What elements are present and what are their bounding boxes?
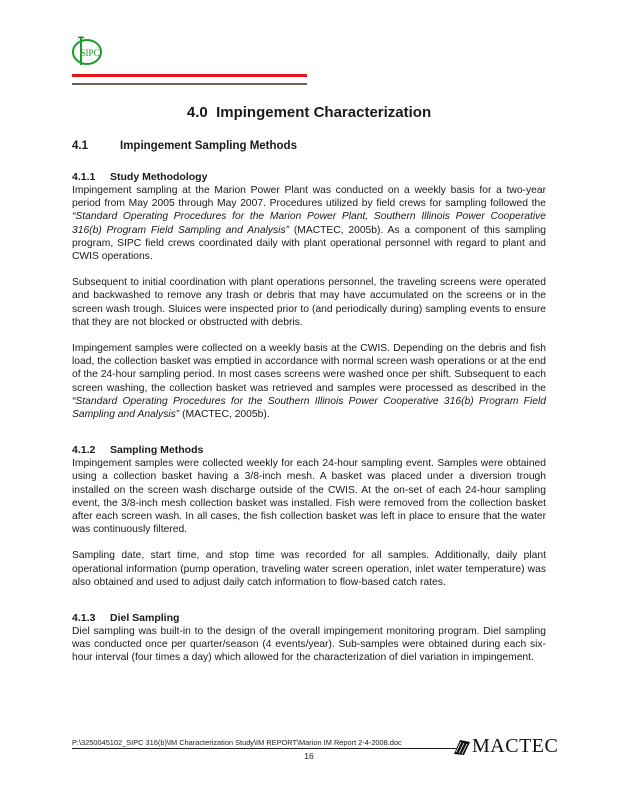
subsection-title: Study Methodology xyxy=(110,171,208,183)
subsection-heading-4-1-1 xyxy=(72,171,546,184)
section-title: Impingement Sampling Methods xyxy=(120,140,297,152)
chapter-title xyxy=(72,104,546,122)
subsection-title: Diel Sampling xyxy=(110,612,180,625)
section-heading-4-1 xyxy=(72,139,546,153)
subsection-number: 4.1.1 xyxy=(72,171,96,183)
file-path: P:\3250045102_SIPC 316(b)\IM Characterization Study\IM REPORT\Marion IM Report 2-4-2008.doc xyxy=(72,738,402,747)
mactec-wordmark: MACTEC xyxy=(472,735,559,757)
chapter-title-text: Impingement Characterization xyxy=(216,104,432,121)
paragraph: Sampling date, start time, and stop time was recorded for all samples. Additionally, daily plant operational information (pump operation, traveling water screen operation, inlet water temperature) was also obtained and used to adjust daily catch information to flow-based catch rates. xyxy=(72,550,546,588)
page-number: 16 xyxy=(304,751,314,761)
document-body xyxy=(72,104,546,665)
paragraph: Impingement samples were collected on a weekly basis at the CWIS. Depending on the debris and fish load, the collection basket was emptied in accordance with normal screen wash operations or at the end of the 24-hour sampling period. In most cases screens were washed once per shift. Subsequent to each screen washing, the collection basket was retrieved and samples were processed as described in the “Standard Operating Procedures for the Southern Illinois Power Cooperative 316(b) Program Field Sampling and Analysis” (MACTEC, 2005b). xyxy=(72,343,546,421)
chapter-number: 4.0 xyxy=(186,104,208,121)
subsection-title: Sampling Methods xyxy=(110,444,204,457)
subsection-heading-4-1-3 xyxy=(72,612,546,625)
subsection-number: 4.1.3 xyxy=(72,612,96,625)
paragraph: Impingement samples were collected weekly for each 24-hour sampling event. Samples were obtained using a collection basket having a 3/8-inch mesh. A basket was placed under a diversion trough installed on the screen wash discharge outside of the CWIS. At the on-set of each 24-hour sampling event, the 3/8-inch mesh collection basket was installed. Fish were removed from the collection basket after each screen wash. In all cases, the fish collection basket was left in place to ensure that the water was continuously filtered. xyxy=(72,458,546,536)
mactec-book-icon xyxy=(452,738,472,756)
mactec-logo xyxy=(452,735,558,758)
sipc-logo-icon xyxy=(70,36,104,66)
svg-text:SIPC: SIPC xyxy=(80,48,100,58)
subsection-number: 4.1.2 xyxy=(72,444,96,457)
paragraph: Diel sampling was built-in to the design of the overall impingement monitoring program. Diel sampling was conducted once per quarter/season (4 events/year). Sub-samples were obtained during each six-hour interval (four times a day) which allowed for the characterization of diel variation in impingement. xyxy=(72,626,546,664)
sipc-logo xyxy=(70,36,104,66)
section-number: 4.1 xyxy=(72,140,88,152)
footer-rule xyxy=(72,748,460,749)
header-rule-red xyxy=(72,74,307,77)
subsection-heading-4-1-2 xyxy=(72,444,546,457)
paragraph: Impingement sampling at the Marion Power Plant was conducted on a weekly basis for a two-year period from May 2005 through May 2007. Procedures utilized by field crews for sampling followed the “Standard Operating Procedures for the Marion Power Plant, Southern Illinois Power Cooperative 316(b) Program Field Sampling and Analysis” (MACTEC, 2005b). As a component of this sampling program, SIPC field crews coordinated daily with plant operational personnel with regard to plant and CWIS operations. xyxy=(72,185,546,263)
header-rule-brown xyxy=(72,83,307,85)
paragraph: Subsequent to initial coordination with plant operations personnel, the traveling screens were operated and backwashed to remove any trash or debris that may have accumulated on the screens or in the screen wash trough. Sluices were inspected prior to (and periodically during) sampling events to ensure that they are not blocked or obstructed with debris. xyxy=(72,277,546,328)
